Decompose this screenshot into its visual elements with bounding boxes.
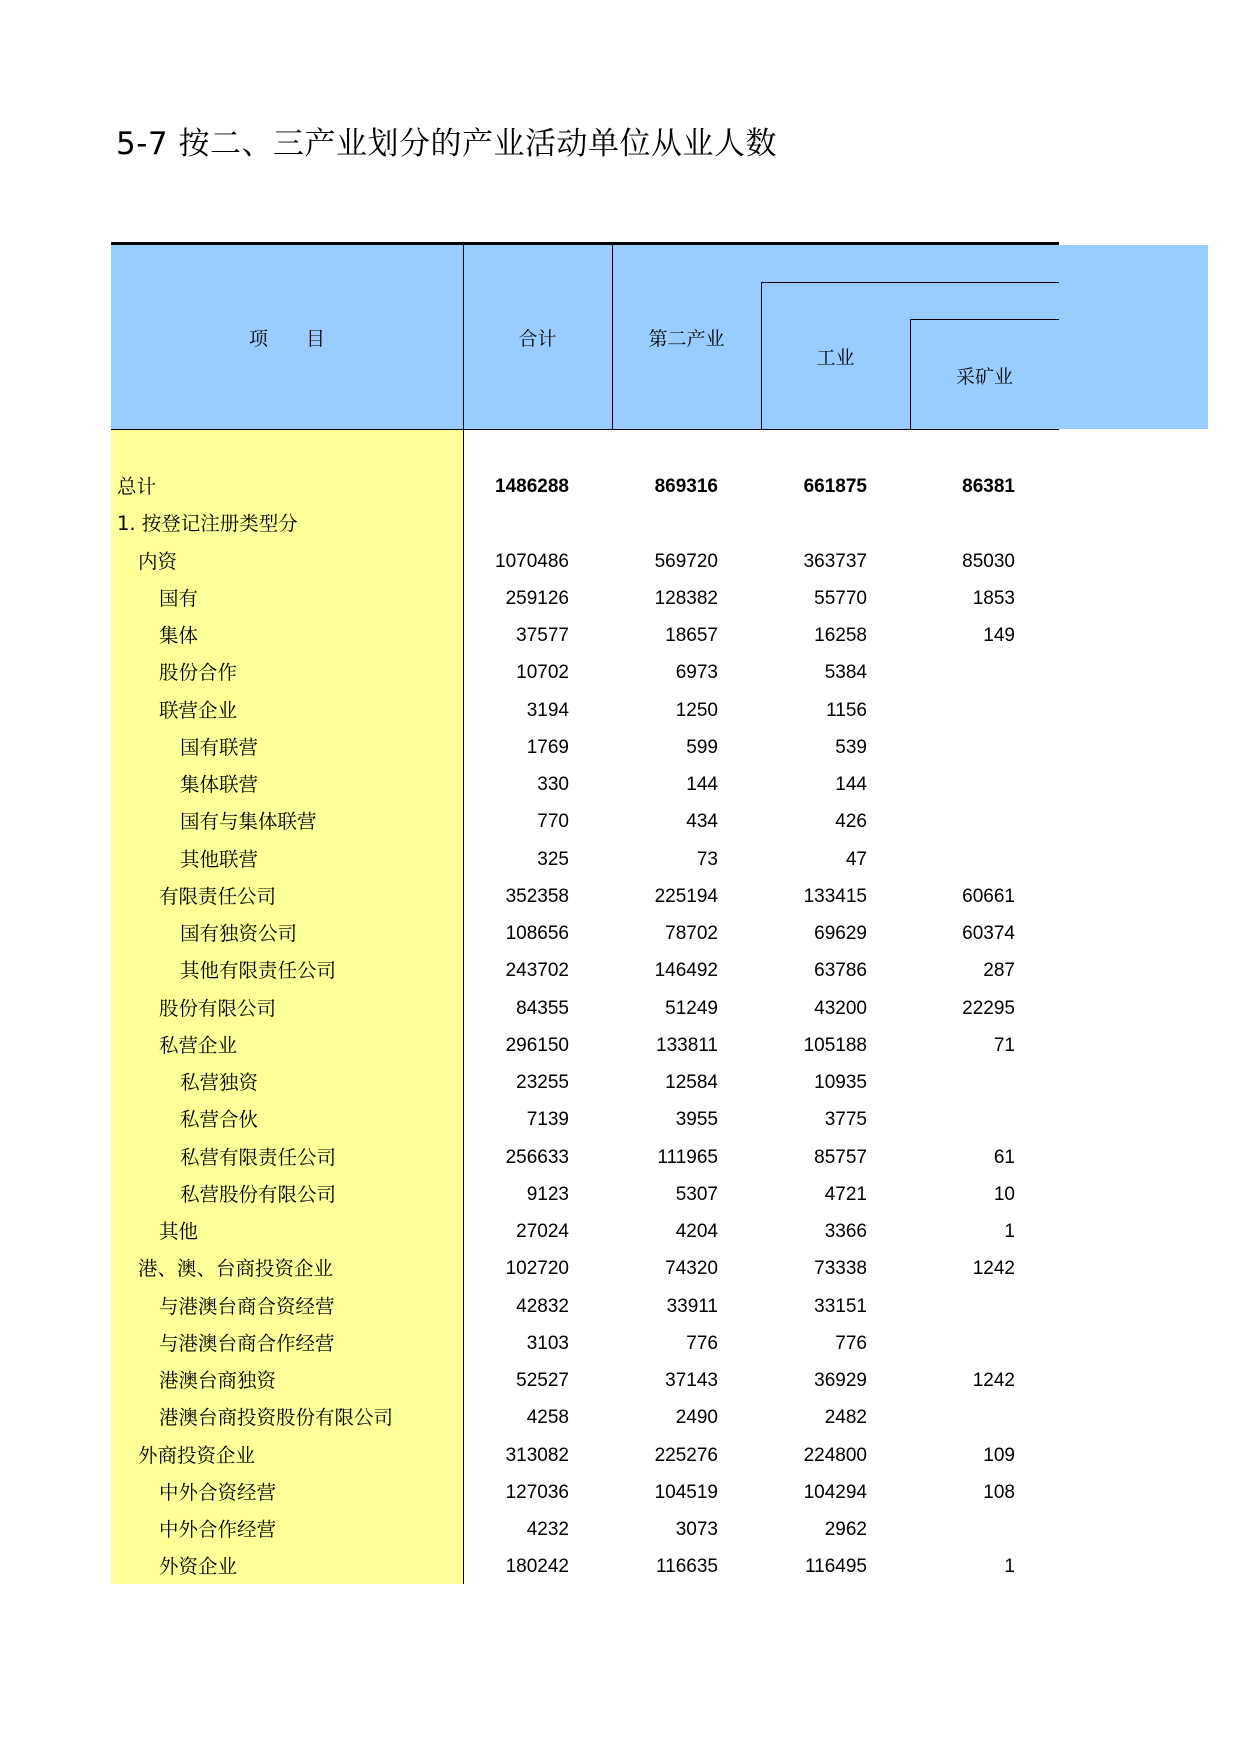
header-industry: 工业 (816, 347, 855, 369)
value-industry: 426 (835, 811, 867, 833)
value-total: 3194 (526, 699, 569, 721)
value-industry: 73338 (814, 1258, 867, 1280)
header-subline (761, 282, 1059, 283)
table-row (111, 580, 1059, 617)
value-secondary: 12584 (665, 1072, 718, 1093)
value-total: 1070486 (495, 550, 569, 572)
row-label: 私营有限责任公司 (180, 1145, 337, 1169)
row-label: 私营股份有限公司 (180, 1182, 337, 1206)
value-total: 10702 (516, 662, 569, 684)
value-industry: 3775 (824, 1109, 867, 1131)
value-total: 256633 (505, 1146, 569, 1168)
value-mining: 149 (983, 625, 1015, 646)
table-row (111, 1139, 1059, 1176)
table-row (111, 841, 1059, 878)
value-industry: 33151 (814, 1295, 867, 1317)
table-row (111, 1548, 1059, 1585)
table-row (111, 1325, 1059, 1362)
row-label: 国有与集体联营 (180, 810, 317, 834)
value-secondary: 104519 (654, 1481, 718, 1503)
value-industry: 63786 (814, 960, 867, 982)
value-industry: 2962 (824, 1519, 867, 1540)
value-industry: 539 (835, 736, 867, 758)
value-mining: 1242 (972, 1370, 1015, 1391)
value-secondary: 33911 (666, 1295, 718, 1317)
table-row (111, 990, 1059, 1027)
value-secondary: 569720 (654, 550, 718, 572)
table-row (111, 1027, 1059, 1064)
value-total: 770 (537, 811, 569, 833)
row-label: 中外合资经营 (159, 1480, 277, 1504)
value-total: 243702 (505, 960, 569, 982)
value-secondary: 2490 (675, 1407, 718, 1429)
row-label: 集体联营 (180, 773, 259, 796)
value-secondary: 18657 (665, 625, 718, 646)
value-secondary: 599 (686, 736, 718, 758)
value-secondary: 111965 (657, 1146, 718, 1168)
value-total: 42832 (516, 1295, 569, 1317)
value-total: 108656 (505, 923, 569, 944)
header-total: 合计 (518, 328, 557, 350)
value-industry: 55770 (814, 587, 867, 609)
row-label: 有限责任公司 (159, 884, 277, 908)
value-industry: 69629 (814, 923, 867, 944)
row-label: 港澳台商投资股份有限公司 (159, 1406, 394, 1430)
value-total: 9123 (526, 1183, 569, 1205)
table-row (111, 654, 1059, 691)
value-mining: 287 (983, 960, 1015, 982)
header-secondary-industry: 第二产业 (648, 328, 725, 350)
header-subline (910, 319, 1059, 320)
row-label: 国有 (159, 586, 199, 610)
page-title: 5-7 按二、三产业划分的产业活动单位从业人数 (116, 126, 777, 162)
value-secondary: 51249 (665, 997, 718, 1019)
table-row (111, 1437, 1059, 1474)
value-industry: 1156 (826, 699, 867, 721)
value-industry: 144 (835, 774, 867, 795)
value-secondary: 78702 (665, 923, 718, 944)
row-label: 外商投资企业 (138, 1443, 256, 1467)
value-total: 1486288 (495, 476, 569, 497)
table-row (111, 1176, 1059, 1213)
value-secondary: 1250 (675, 699, 718, 721)
value-secondary: 869316 (654, 476, 718, 497)
value-total: 4232 (526, 1519, 569, 1540)
row-label: 集体 (159, 624, 199, 647)
value-industry: 10935 (814, 1072, 867, 1093)
value-secondary: 37143 (665, 1370, 718, 1391)
value-industry: 85757 (814, 1146, 867, 1168)
value-secondary: 128382 (654, 587, 718, 609)
row-label: 私营合伙 (180, 1108, 259, 1132)
table-row (111, 505, 1059, 542)
value-mining: 60374 (962, 923, 1015, 944)
value-total: 330 (537, 774, 569, 795)
value-total: 127036 (505, 1481, 569, 1503)
value-total: 325 (537, 848, 569, 870)
table-row (111, 1250, 1059, 1287)
value-industry: 661875 (803, 476, 867, 497)
row-label: 股份合作 (159, 661, 238, 685)
row-label: 外资企业 (159, 1555, 238, 1579)
value-industry: 224800 (803, 1444, 867, 1466)
value-total: 1769 (526, 736, 569, 758)
table-row (111, 617, 1059, 654)
row-label: 1. 按登记注册类型分 (117, 512, 298, 536)
value-secondary: 6973 (675, 662, 718, 684)
value-industry: 776 (835, 1332, 867, 1354)
value-secondary: 225276 (654, 1444, 718, 1466)
value-mining: 109 (983, 1444, 1015, 1466)
row-label: 总计 (117, 475, 157, 498)
value-total: 7139 (526, 1109, 569, 1131)
table-row (111, 468, 1059, 505)
value-industry: 16258 (814, 625, 867, 646)
value-industry: 105188 (803, 1034, 867, 1056)
value-industry: 133415 (803, 885, 867, 907)
value-industry: 3366 (824, 1221, 867, 1242)
value-total: 27024 (516, 1221, 569, 1242)
table-row (111, 1213, 1059, 1250)
table-row (111, 1511, 1059, 1548)
value-secondary: 776 (686, 1332, 718, 1354)
value-total: 52527 (516, 1370, 569, 1391)
value-mining: 71 (993, 1034, 1015, 1056)
value-total: 37577 (516, 625, 569, 646)
value-mining: 22295 (962, 997, 1015, 1019)
row-label: 国有独资公司 (180, 922, 298, 945)
row-label: 国有联营 (180, 735, 259, 759)
header-item: 项 目 (248, 328, 325, 350)
value-secondary: 144 (686, 774, 718, 795)
value-total: 313082 (505, 1444, 569, 1466)
value-secondary: 3073 (675, 1519, 718, 1540)
value-total: 3103 (526, 1332, 569, 1354)
value-industry: 47 (845, 848, 867, 870)
row-label: 港、澳、台商投资企业 (138, 1257, 334, 1281)
value-industry: 363737 (803, 550, 867, 572)
value-total: 352358 (505, 885, 569, 907)
value-mining: 1853 (972, 587, 1015, 609)
table-row (111, 1064, 1059, 1101)
value-total: 84355 (516, 997, 569, 1019)
row-label: 内资 (138, 549, 178, 573)
table-row (111, 543, 1059, 580)
table-body (111, 468, 1059, 1586)
row-label: 其他有限责任公司 (180, 959, 337, 983)
value-industry: 36929 (814, 1370, 867, 1391)
value-total: 180242 (505, 1556, 569, 1578)
value-industry: 116495 (805, 1556, 867, 1578)
row-label: 与港澳台商合作经营 (159, 1331, 335, 1355)
value-secondary: 225194 (654, 885, 718, 907)
value-mining: 1 (1004, 1221, 1015, 1242)
table-row (111, 952, 1059, 989)
value-mining: 85030 (962, 550, 1015, 572)
table-row (111, 1101, 1059, 1138)
value-total: 102720 (505, 1258, 569, 1280)
row-label: 股份有限公司 (159, 996, 277, 1020)
value-mining: 1242 (972, 1258, 1015, 1280)
value-total: 4258 (526, 1407, 569, 1429)
row-label: 其他联营 (180, 847, 259, 871)
value-secondary: 5307 (675, 1183, 718, 1205)
value-secondary: 434 (686, 811, 718, 833)
value-mining: 10 (993, 1183, 1015, 1205)
value-secondary: 146492 (654, 960, 718, 982)
value-industry: 43200 (814, 997, 867, 1019)
value-total: 296150 (505, 1034, 569, 1056)
value-secondary: 73 (696, 848, 718, 870)
value-industry: 104294 (803, 1481, 867, 1503)
value-secondary: 133811 (656, 1034, 718, 1056)
row-label: 港澳台商独资 (159, 1369, 277, 1392)
value-total: 259126 (505, 587, 569, 609)
table-row (111, 878, 1059, 915)
table-row (111, 803, 1059, 840)
table-row (111, 1474, 1059, 1511)
table-row (111, 1399, 1059, 1436)
table-row (111, 1362, 1059, 1399)
row-label: 私营独资 (180, 1071, 259, 1094)
value-secondary: 116635 (656, 1556, 718, 1578)
value-industry: 4721 (824, 1183, 867, 1205)
value-industry: 2482 (824, 1407, 867, 1429)
table-row (111, 915, 1059, 952)
header-mining: 采矿业 (955, 366, 1013, 388)
row-label: 中外合作经营 (159, 1518, 277, 1541)
value-total: 23255 (516, 1072, 569, 1093)
row-label: 联营企业 (159, 698, 238, 722)
row-label: 其他 (159, 1220, 199, 1243)
value-mining: 1 (1004, 1556, 1015, 1578)
table-row (111, 729, 1059, 766)
value-secondary: 4204 (675, 1221, 718, 1242)
table-row (111, 1288, 1059, 1325)
table-row (111, 766, 1059, 803)
value-mining: 60661 (962, 885, 1015, 907)
row-label: 私营企业 (159, 1033, 238, 1057)
value-mining: 86381 (962, 476, 1015, 497)
value-mining: 108 (983, 1481, 1015, 1503)
table-row (111, 692, 1059, 729)
value-secondary: 3955 (675, 1109, 718, 1131)
value-mining: 61 (993, 1146, 1015, 1168)
value-industry: 5384 (824, 662, 867, 684)
value-secondary: 74320 (665, 1258, 718, 1280)
row-label: 与港澳台商合资经营 (159, 1294, 335, 1318)
